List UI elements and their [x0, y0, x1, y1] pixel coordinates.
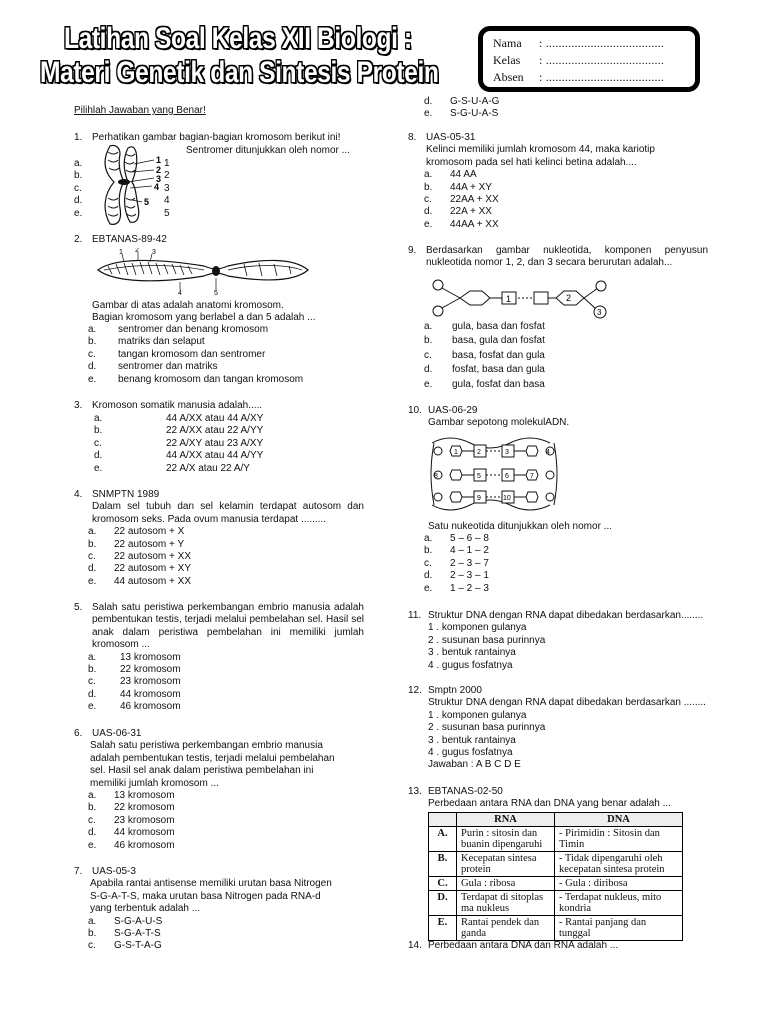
statement-item: 4 . gugus fosfatnya: [428, 747, 513, 759]
answer-option-d[interactable]: d. 44 kromosom: [88, 827, 175, 839]
answer-option-a[interactable]: a. 22 autosom + X: [88, 526, 185, 538]
question-13: [408, 786, 708, 939]
answer-option-c[interactable]: c. 22 A/XY atau 23 A/XY: [94, 437, 264, 449]
question-12: [408, 685, 708, 772]
answer-option-d[interactable]: d. 22A + XX: [424, 206, 492, 218]
question-text-2: Bagian kromosom yang berlabel a dan 5 adalah ...: [92, 312, 316, 323]
answer-option-a[interactable]: a. gula, basa dan fosfat: [424, 321, 545, 332]
table-row[interactable]: E. Rantai pendek dan ganda - Rantai panjang dan tunggal: [429, 916, 683, 941]
question-number: 9.: [408, 245, 417, 256]
figure-label: 3: [152, 249, 156, 256]
question-number: 14.: [408, 940, 422, 951]
question-number: 12.: [408, 685, 422, 696]
question-number: 2.: [74, 234, 83, 245]
answer-option-d[interactable]: d. 44 A/XX atau 44 A/YY: [94, 450, 264, 462]
answer-choice-a[interactable]: 1: [164, 158, 170, 169]
table-row[interactable]: A. Purin : sitosin dan buanin dipengaruhi - Pirimidin : Sitosin dan Timin: [429, 827, 683, 852]
answer-option-d[interactable]: d. G-S-U-A-G: [424, 96, 500, 107]
answer-option-b[interactable]: b. 44A + XY: [424, 181, 492, 193]
statement-item: 3 . bentuk rantainya: [428, 734, 516, 746]
statement-item: 2 . susunan basa purinnya: [428, 722, 546, 734]
answer-option-c[interactable]: c. basa, fosfat dan gula: [424, 349, 545, 361]
question-source: SNMPTN 1989: [92, 489, 160, 500]
question-4: [74, 489, 364, 588]
option-letter: e.: [74, 207, 83, 219]
answer-option-d[interactable]: d. 2 – 3 – 1: [424, 570, 489, 582]
question-text: Perbedaan antara DNA dan RNA adalah ...: [428, 940, 619, 951]
answer-option-b[interactable]: b. 22 kromosom: [88, 802, 175, 814]
question-source: UAS-05-3: [92, 866, 136, 877]
student-info-box: [478, 26, 700, 92]
answer-option-e[interactable]: e. 46 kromosom: [88, 839, 175, 851]
option-letter: a.: [74, 158, 83, 169]
figure-label: 4: [178, 290, 182, 296]
chromosome-figure: [98, 142, 168, 228]
answer-option-c[interactable]: c. 22AA + XX: [424, 194, 499, 206]
question-text-line: Kelinci memiliki jumlah kromosom 44, maka kariotip: [426, 144, 655, 156]
answer-option-d[interactable]: d. sentromer dan matriks: [88, 361, 218, 373]
question-text: Kromoson somatik manusia adalah.....: [92, 400, 263, 411]
column-header-dna: DNA: [555, 813, 683, 827]
question-number: 3.: [74, 400, 83, 411]
question-text: Perbedaan antara RNA dan DNA yang benar adalah ...: [428, 798, 671, 810]
question-2: [74, 234, 364, 385]
worksheet-title: [40, 22, 440, 90]
question-source: UAS-06-29: [428, 405, 478, 416]
figure-label: 5: [477, 473, 481, 480]
figure-label: 1: [119, 249, 123, 256]
answer-option-c[interactable]: c. 2 – 3 – 7: [424, 557, 489, 569]
option-letter: c.: [74, 182, 82, 194]
answer-option-a[interactable]: a. 13 kromosom: [88, 651, 181, 663]
rna-dna-comparison-table: [428, 812, 683, 941]
question-number: 7.: [74, 866, 83, 877]
figure-label: 2: [156, 165, 162, 175]
answer-choice-d[interactable]: 4: [164, 195, 170, 207]
answer-option-b[interactable]: b. 4 – 1 – 2: [424, 545, 489, 557]
question-10: [408, 405, 708, 594]
figure-label: 2: [477, 449, 481, 456]
answer-key-line: Jawaban : A B C D E: [428, 759, 521, 771]
question-number: 6.: [74, 728, 83, 739]
statement-item: 4 . gugus fosfatnya: [428, 659, 513, 671]
question-source: EBTANAS-89-42: [92, 234, 167, 245]
question-number: 4.: [74, 489, 83, 500]
question-14: [408, 940, 708, 952]
question-text: Struktur DNA dengan RNA dapat dibedakan berdasarkan........: [428, 610, 704, 621]
answer-choice-c[interactable]: 3: [164, 182, 170, 194]
question-text-2: Satu nukeotida ditunjukkan oleh nomor ...: [428, 521, 613, 532]
figure-label: 3: [505, 449, 509, 456]
answer-option-e[interactable]: e. 46 kromosom: [88, 701, 181, 713]
figure-label: 2: [566, 293, 572, 303]
answer-option-b[interactable]: b. 22 A/XX atau 22 A/YY: [94, 425, 264, 437]
option-letter: b.: [74, 170, 83, 182]
answer-option-d[interactable]: d. 22 autosom + XY: [88, 563, 191, 575]
figure-label: 5: [214, 290, 218, 296]
table-row[interactable]: B. Kecepatan sintesa protein - Tidak dipengaruhi oleh kecepatan sintesa protein: [429, 852, 683, 877]
answer-option-d[interactable]: d. fosfat, basa dan gula: [424, 364, 545, 376]
answer-option-a[interactable]: a. 44 A/XX atau 44 A/XY: [94, 413, 264, 424]
figure-label: 3: [597, 308, 602, 317]
question-number: 13.: [408, 786, 422, 797]
figure-label: 7: [530, 473, 534, 480]
answer-option-d[interactable]: d. 44 kromosom: [88, 688, 181, 700]
question-number: 5.: [74, 602, 83, 613]
answer-choice-b[interactable]: 2: [164, 170, 170, 182]
question-number: 8.: [408, 132, 417, 143]
answer-option-e[interactable]: e. 1 – 2 – 3: [424, 582, 489, 594]
answer-option-e[interactable]: e. 44 autosom + XX: [88, 575, 191, 587]
question-text-line: Apabila rantai antisense memiliki urutan basa Nitrogen: [90, 878, 332, 890]
question-source: UAS-06-31: [92, 728, 142, 739]
answer-option-e[interactable]: e. S-G-U-A-S: [424, 108, 499, 120]
attendance-field[interactable]: Absen : .....................................: [493, 70, 665, 84]
question-9: [408, 245, 708, 390]
table-row[interactable]: D. Terdapat di sitoplas ma nukleus - Terdapat nukleus, mito kondria: [429, 891, 683, 916]
question-text-line: memiliki jumlah kromosom ...: [90, 777, 219, 789]
question-number: 11.: [408, 610, 422, 621]
question-text: Perhatikan gambar bagian-bagian kromosom berikut ini!: [92, 132, 341, 143]
statement-item: 1 . komponen gulanya: [428, 622, 527, 634]
figure-label: 6: [505, 473, 509, 480]
answer-option-a[interactable]: a. S-G-A-U-S: [88, 915, 163, 927]
figure-label: 3: [156, 174, 162, 184]
figure-label: 1: [156, 155, 162, 165]
question-text: Berdasarkan gambar nukleotida, komponen penyusun nukleotida nomor 1, 2, dan 3 secara berurutan adalah...: [426, 245, 708, 269]
chromosome-anatomy-figure: [94, 248, 312, 296]
figure-label: 1: [506, 294, 512, 304]
answer-option-b[interactable]: b. basa, gula dan fosfat: [424, 335, 545, 347]
answer-option-a[interactable]: a. 13 kromosom: [88, 790, 175, 802]
answer-option-c[interactable]: c. tangan kromosom dan sentromer: [88, 348, 266, 360]
question-text-line: sel. Hasil sel anak dalam peristiwa pembelahan ini: [90, 765, 314, 777]
answer-option-c[interactable]: c. 23 kromosom: [88, 676, 181, 688]
question-source: UAS-05-31: [426, 132, 476, 143]
instruction: Pilihlah Jawaban yang Benar!: [74, 105, 206, 116]
question-text-line: yang terbentuk adalah ...: [90, 903, 201, 915]
question-text-2: Sentromer ditunjukkan oleh nomor ...: [186, 145, 350, 156]
question-source: EBTANAS-02-50: [428, 786, 503, 797]
figure-label: 2: [135, 248, 139, 254]
question-text: Dalam sel tubuh dan sel kelamin terdapat autosom dan kromosom seks. Pada ovum manusia terdapat .........: [92, 501, 364, 525]
answer-choice-e[interactable]: 5: [164, 207, 170, 219]
figure-label: 4: [546, 449, 550, 456]
figure-label: 9: [477, 495, 481, 502]
answer-option-e[interactable]: e. 44AA + XX: [424, 218, 499, 230]
question-1: [74, 132, 364, 219]
question-7: [74, 866, 364, 953]
question-text: Salah satu peristiwa perkembangan embrio manusia adalah pembentukan testis, terjadi melalui pembelahan sel. Hasil sel anak dalam peristiwa pembelahan ini memiliki jumlah kromosom ...: [92, 602, 364, 651]
question-text-line: adalah pembentukan testis, terjadi melalui pembelahan: [90, 752, 335, 764]
question-number: 10.: [408, 405, 422, 416]
question-text: Struktur DNA dengan RNA dapat dibedakan berdasarkan ........: [428, 697, 706, 709]
figure-label: 1: [454, 449, 458, 456]
question-text-line: S-G-A-T-S, maka urutan basa Nitrogen pada RNA-d: [90, 890, 321, 902]
name-field[interactable]: Nama : .....................................: [493, 36, 665, 50]
question-text-line: Salah satu peristiwa perkembangan embrio manusia: [90, 740, 323, 752]
answer-option-a[interactable]: a. 5 – 6 – 8: [424, 533, 489, 544]
answer-option-c[interactable]: c. G-S-T-A-G: [88, 940, 162, 952]
question-3: [74, 400, 364, 474]
question-11: [408, 610, 708, 672]
nucleotide-figure: [430, 279, 610, 319]
question-text-line: kromosom pada sel hati kelinci betina adalah....: [426, 156, 637, 168]
answer-option-b[interactable]: b. 22 kromosom: [88, 664, 181, 676]
option-letter: d.: [74, 195, 83, 207]
figure-label: 8: [434, 473, 438, 480]
answer-option-e[interactable]: e. 22 A/X atau 22 A/Y: [94, 462, 250, 474]
statement-item: 2 . susunan basa purinnya: [428, 634, 546, 646]
question-source: Smptn 2000: [428, 685, 482, 696]
question-6: [74, 728, 364, 852]
title-line-1: Latihan Soal Kelas XII Biologi :: [64, 22, 412, 55]
statement-item: 1 . komponen gulanya: [428, 709, 527, 721]
question-5: [74, 602, 364, 714]
answer-option-e[interactable]: e. gula, fosfat dan basa: [424, 378, 545, 390]
dna-molecule-figure: [430, 435, 560, 513]
answer-option-a[interactable]: a. 44 AA: [424, 169, 477, 181]
statement-item: 3 . bentuk rantainya: [428, 647, 516, 659]
figure-label: 5: [144, 197, 150, 207]
figure-label: 4: [154, 182, 160, 192]
question-number: 1.: [74, 132, 83, 143]
answer-option-e[interactable]: e. benang kromosom dan tangan kromosom: [88, 373, 304, 385]
table-row[interactable]: C. Gula : ribosa - Gula : diribosa: [429, 877, 683, 891]
question-text: Gambar sepotong molekulADN.: [428, 417, 570, 429]
question-7-continued: [408, 96, 708, 121]
answer-option-b[interactable]: b. 22 autosom + Y: [88, 538, 185, 550]
question-8: [408, 132, 708, 231]
answer-option-c[interactable]: c. 22 autosom + XX: [88, 551, 191, 563]
column-header-rna: RNA: [457, 813, 555, 827]
answer-option-b[interactable]: b. S-G-A-T-S: [88, 928, 161, 940]
figure-label: 10: [503, 495, 511, 502]
question-text: Gambar di atas adalah anatomi kromosom.: [92, 300, 284, 311]
title-line-2: Materi Genetik dan Sintesis Protein: [40, 56, 439, 89]
class-field[interactable]: Kelas : .....................................: [493, 53, 665, 67]
answer-option-c[interactable]: c. 23 kromosom: [88, 814, 175, 826]
answer-option-a[interactable]: a. sentromer dan benang kromosom: [88, 324, 269, 335]
answer-option-b[interactable]: b. matriks dan selaput: [88, 336, 205, 348]
